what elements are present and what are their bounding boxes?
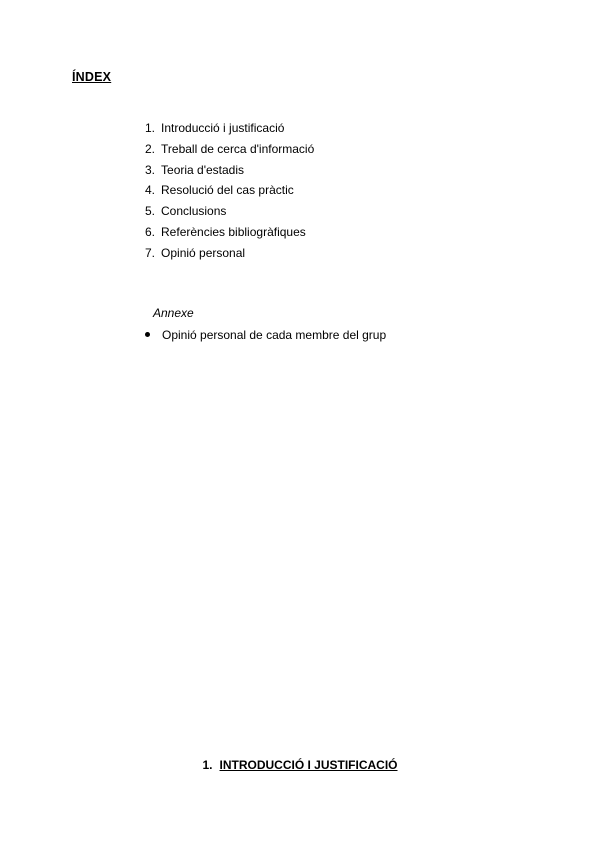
section-title: INTRODUCCIÓ I JUSTIFICACIÓ <box>219 758 398 772</box>
section-heading <box>0 758 600 772</box>
toc-item-number: 4. <box>145 183 156 198</box>
index-title: ÍNDEX <box>72 70 112 84</box>
toc-item-label: Introducció i justificació <box>161 121 285 135</box>
toc-item-number: 6. <box>145 224 156 239</box>
section-number: 1. <box>202 758 213 772</box>
toc-item-number: 1. <box>145 121 156 135</box>
toc-item-number: 2. <box>145 141 156 156</box>
toc-item-2 <box>145 139 314 160</box>
annex-title: Annexe <box>153 306 194 320</box>
toc-item-label: Conclusions <box>161 204 227 219</box>
annex-item <box>145 326 386 344</box>
bullet-icon <box>145 332 150 337</box>
toc-item-label: Referències bibliogràfiques <box>161 224 306 239</box>
toc-item-label: Treball de cerca d'informació <box>161 141 315 156</box>
toc-item-label: Resolució del cas pràctic <box>161 183 294 198</box>
toc-item-label: Teoria d'estadis <box>161 162 245 177</box>
toc-item-4 <box>145 180 314 201</box>
table-of-contents <box>145 118 314 264</box>
toc-item-1 <box>145 118 314 139</box>
toc-item-label: Opinió personal <box>161 245 246 260</box>
toc-item-7 <box>145 243 314 264</box>
toc-item-number: 5. <box>145 204 156 219</box>
annex-item-label: Opinió personal de cada membre del grup <box>162 328 387 342</box>
toc-item-number: 3. <box>145 162 156 177</box>
toc-item-5 <box>145 201 314 222</box>
toc-item-number: 7. <box>145 245 156 260</box>
annex-list <box>145 326 386 344</box>
toc-item-6 <box>145 222 314 243</box>
toc-item-3 <box>145 160 314 181</box>
